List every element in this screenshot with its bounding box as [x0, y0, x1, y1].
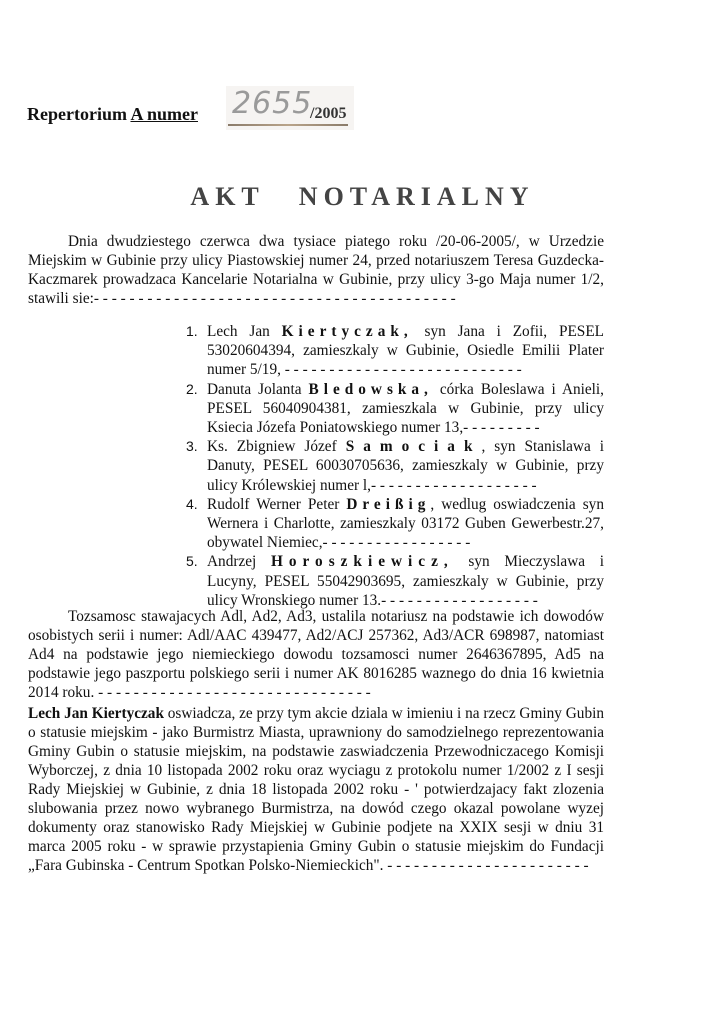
list-number: 3. [186, 438, 198, 455]
party-details: syn Mieczyslawa i Lucyny, PESEL 55042903695, zamieszkaly w Gubinie, przy ulicy Wronskiego numer 13.- - - - - - - - - - - - - - - - - - [207, 553, 604, 609]
party-first-names: Andrzej [207, 553, 257, 571]
list-item [186, 495, 604, 553]
party-surname: Horoszkiewicz, [270, 553, 454, 571]
identity-text: Tozsamosc stawajacych Adl, Ad2, Ad3, ustalila notariusz na podstawie ich dowodów osobistych serii i numer: Adl/AAC 439477, Ad2/ACJ 257362, Ad3/ACR 698987, natomiast Ad4 na podstawie jego niemieckiego dowodu tozsamosci numer 2646367895, Ad5 na podstawie jego paszportu polskiego serii i numer AK 8016285 waznego do dnia 16 kwietnia 2014 roku. - - - - - - - - - - - - - - - - - - - - - - - - - - - - - - - [28, 608, 604, 701]
list-item [186, 437, 604, 495]
repertorium-label: Repertorium [27, 104, 127, 124]
list-number: 2. [186, 380, 198, 397]
repertorium-heading [27, 104, 198, 125]
year-suffix: /2005 [310, 105, 347, 122]
intro-text: Dnia dwudziestego czerwca dwa tysiace piatego roku /20-06-2005/, w Urzedzie Miejskim w Gubinie przy ulicy Piastowskiej numer 24, przed notariuszem Teresa Guzdecka-Kaczmarek prowadzaca Kancelarie Notarialna w Gubinie, przy ulicy 3-go Maja numer 1/2, stawili sie:- - - - - - - - - - - - - - - - - - - - - - - - - - - - - - - - - - - - - - - - - [28, 233, 604, 307]
party-first-names: Rudolf Werner Peter [207, 495, 340, 513]
repertorium-number-label: A numer [130, 104, 198, 124]
list-item [186, 322, 604, 380]
party-first-names: Danuta Jolanta [207, 380, 302, 398]
declaration-paragraph [28, 704, 604, 875]
party-details: , wedlug oswiadczenia syn Wernera i Charlotte, zamieszkaly 03172 Guben Gewerbestr.27, obywatel Niemiec,- - - - - - - - - - - - - - - - - [207, 495, 604, 552]
parties-list [186, 322, 604, 610]
list-number: 1. [186, 323, 198, 339]
party-surname: Samociak [345, 438, 482, 456]
list-item [186, 380, 604, 438]
declaration-text: oswiadcza, ze przy tym akcie dziala w imieniu i na rzecz Gminy Gubin o statusie miejskim - jako Burmistrz Miasta, uprawniony do samodzielnego reprezentowania Gminy Gubin o statusie miejskim, na podstawie zaswiadczenia Przewodniczacego Komisji Wyborczej, z dnia 10 listopada 2002 roku oraz wyciagu z protokolu numer 1/2002 z I sesji Rady Miejskiej w Gubinie, z dnia 18 listopada 2002 roku - ' potwierdzajacy fakt zlozenia slubowania przez nowo wybranego Burmistrza, na dowód czego okazal powolane wyzej dokumenty oraz stanowisko Rady Miejskiej w Gubinie podjete na XXIX sesji w dniu 31 marca 2005 roku - w sprawie przystapienia Gminy Gubin o statusie miejskim do Fundacji „Fara Gubinska - Centrum Spotkan Polsko-Niemieckich". - - - - - - - - - - - - - - - - - - - - - - - [28, 705, 604, 874]
party-details: , syn Stanislawa i Danuty, PESEL 60030705636, zamieszkaly w Gubinie, przy ulicy Królewskiej numer l,- - - - - - - - - - - - - - - - - - - [207, 438, 605, 494]
list-number: 4. [186, 495, 198, 512]
party-details: syn Jana i Zofii, PESEL 53020604394, zamieszkaly w Gubinie, Osiedle Emilii Plater numer 5/19, - - - - - - - - - - - - - - - - - - - - - - - - - - - [207, 323, 605, 379]
list-number: 5. [186, 553, 198, 570]
intro-paragraph [28, 232, 604, 308]
party-details: córka Boleslawa i Anieli, PESEL 56040904381, zamieszkala w Gubinie, przy ulicy Ksiecia Józefa Poniatowskiego numer 13,- - - - - - - - - [207, 380, 605, 437]
declarant-name: Lech Jan Kiertyczak [28, 705, 164, 722]
party-surname: Dreißig [346, 495, 431, 513]
repertorium-number-stamp [226, 86, 354, 130]
list-item [186, 552, 604, 610]
underline-divider [228, 124, 348, 126]
party-surname: Kiertyczak, [281, 323, 413, 340]
party-surname: Bledowska, [308, 380, 433, 398]
handwritten-number: 2655 [232, 86, 313, 121]
party-first-names: Lech Jan [207, 323, 270, 340]
document-title: AKT NOTARIALNY [190, 182, 535, 211]
party-first-names: Ks. Zbigniew Józef [207, 438, 337, 456]
identity-paragraph [28, 607, 604, 702]
